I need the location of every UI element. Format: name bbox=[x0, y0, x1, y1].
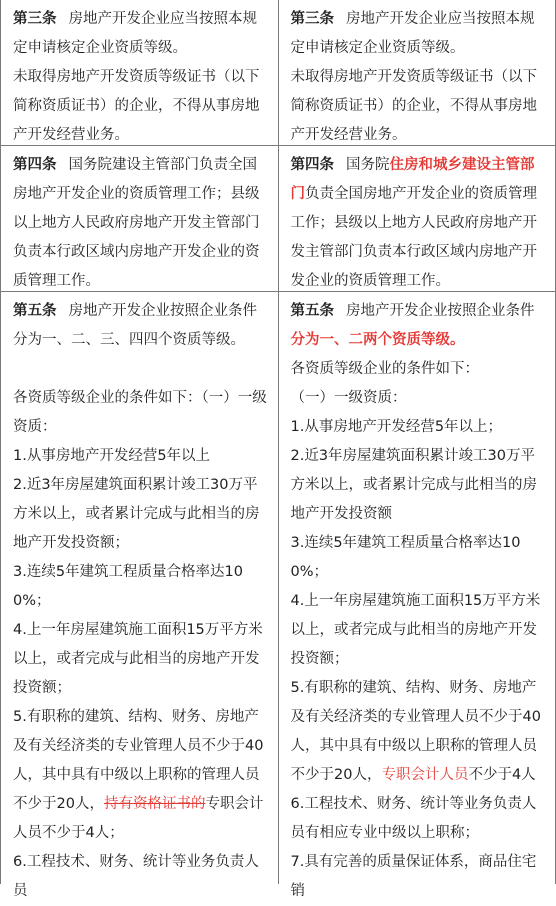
list-item: 7.具有完善的质量保证体系，商品住宅销 bbox=[291, 848, 548, 906]
article-number: 第五条 bbox=[13, 303, 57, 319]
paragraph-text: 房地产开发企业应当按照本规定申请核定企业资质等级。 bbox=[13, 11, 257, 56]
left-cell-article-3 bbox=[1, 0, 279, 145]
paragraph-text: 5.有职称的建筑、结构、财务、房地产及有关经济类的专业管理人员不少于40人，其中具有中级以上职称的管理人员不少于20人， bbox=[291, 680, 541, 783]
paragraph: 各资质等级企业的条件如下： bbox=[291, 355, 548, 384]
list-item: 4.上一年房屋建筑施工面积15万平方米以上，或者完成与此相当的房地产开发投资额； bbox=[291, 587, 548, 674]
paragraph-text: 房地产开发企业应当按照本规定申请核定企业资质等级。 bbox=[291, 11, 535, 56]
paragraph-text: 负责全国房地产开发企业的资质管理工作；县级以上地方人民政府房地产开发主管部门负责本行政区域内房地产开发企业的资质管理工作。 bbox=[291, 186, 538, 289]
list-item: 2.近3年房屋建筑面积累计竣工30万平方米以上，或者累计完成与此相当的房地产开发投资额 bbox=[291, 442, 548, 529]
paragraph bbox=[13, 297, 270, 355]
right-cell-article-5 bbox=[279, 292, 556, 884]
list-item: 3.连续5年建筑工程质量合格率达100%； bbox=[291, 529, 548, 587]
right-cell-article-4 bbox=[279, 146, 556, 291]
list-item: 2.近3年房屋建筑面积累计竣工30万平方米以上，或者累计完成与此相当的房地产开发投资额； bbox=[13, 471, 270, 558]
paragraph-text: 专职会计人员不少于4人； bbox=[13, 796, 263, 841]
paragraph bbox=[291, 297, 548, 355]
paragraph-text: 不少于4人 bbox=[468, 767, 535, 783]
table-row-article-4 bbox=[1, 146, 556, 292]
paragraph: 未取得房地产开发资质等级证书（以下简称资质证书）的企业，不得从事房地产开发经营业务。 bbox=[291, 63, 548, 150]
table-row-article-3 bbox=[1, 0, 556, 146]
table-row-article-5 bbox=[1, 292, 556, 884]
left-cell-article-4 bbox=[1, 146, 279, 291]
highlight-text: 专职会计人员 bbox=[381, 767, 468, 783]
list-item bbox=[291, 674, 548, 790]
paragraph bbox=[291, 151, 548, 296]
paragraph-text: 房地产开发企业按照企业条件 bbox=[346, 303, 535, 319]
paragraph bbox=[13, 151, 270, 296]
list-item: 1.从事房地产开发经营5年以上 bbox=[13, 442, 270, 471]
list-item bbox=[13, 703, 270, 848]
list-item: 6.工程技术、财务、统计等业务负责人员有相应专业中级以上职称； bbox=[291, 790, 548, 848]
article-number: 第三条 bbox=[13, 11, 57, 27]
paragraph: 各资质等级企业的条件如下：（一）一级资质： bbox=[13, 384, 270, 442]
paragraph-text: 5.有职称的建筑、结构、财务、房地产及有关经济类的专业管理人员不少于40人，其中具有中级以上职称的管理人员不少于20人， bbox=[13, 709, 263, 812]
article-number: 第三条 bbox=[291, 11, 335, 27]
article-number: 第四条 bbox=[13, 157, 57, 173]
highlight-text: 分为一、二两个资质等级。 bbox=[291, 332, 465, 348]
paragraph bbox=[291, 5, 548, 63]
left-cell-article-5 bbox=[1, 292, 279, 884]
list-item: 6.工程技术、财务、统计等业务负责人员 bbox=[13, 848, 270, 906]
paragraph bbox=[13, 5, 270, 63]
paragraph: （一）一级资质： bbox=[291, 384, 548, 413]
paragraph-text: 国务院建设主管部门负责全国房地产开发企业的资质管理工作；县级以上地方人民政府房地产开发主管部门负责本行政区域内房地产开发企业的资质管理工作。 bbox=[13, 157, 260, 289]
list-item: 3.连续5年建筑工程质量合格率达100%； bbox=[13, 558, 270, 616]
list-item: 1.从事房地产开发经营5年以上； bbox=[291, 413, 548, 442]
article-number: 第五条 bbox=[291, 303, 335, 319]
list-item: 4.上一年房屋建筑施工面积15万平方米以上，或者完成与此相当的房地产开发投资额； bbox=[13, 616, 270, 703]
highlight-text: 住房和城乡建设主管部门 bbox=[291, 157, 535, 202]
paragraph-text: 国务院 bbox=[346, 157, 390, 173]
blank-line bbox=[13, 355, 270, 384]
paragraph-text: 房地产开发企业按照企业条件分为一、二、三、四四个资质等级。 bbox=[13, 303, 257, 348]
right-cell-article-3 bbox=[279, 0, 556, 145]
article-number: 第四条 bbox=[291, 157, 335, 173]
deleted-text: 持有资格证书的 bbox=[104, 796, 206, 812]
paragraph: 未取得房地产开发资质等级证书（以下简称资质证书）的企业，不得从事房地产开发经营业务。 bbox=[13, 63, 270, 150]
